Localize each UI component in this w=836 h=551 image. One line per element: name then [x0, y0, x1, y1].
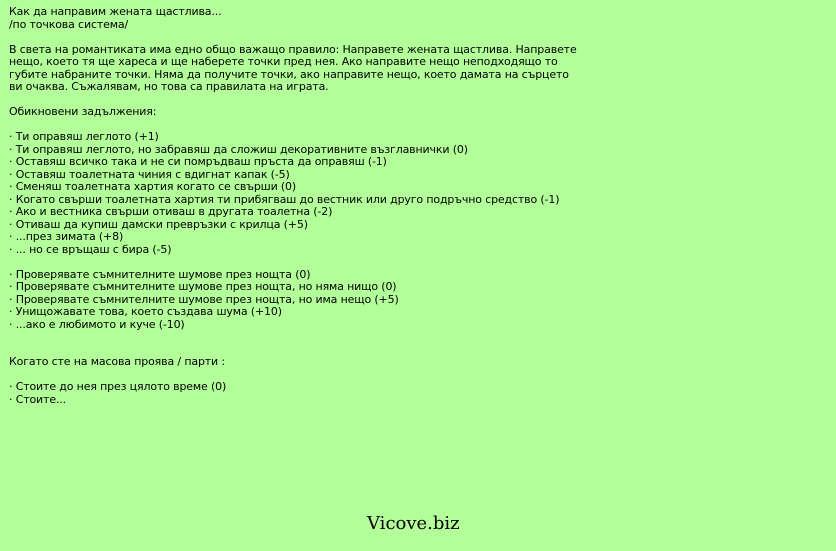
list-item: · Ти оправяш леглото, но забравяш да сложиш декоративните възглавнички (0): [9, 142, 468, 156]
list-item: · Сменяш тоалетната хартия когато се свърши (0): [9, 180, 297, 193]
intro-line: В света на романтиката има едно общо важащо правило: Направете жената щастлива. Направете: [9, 42, 577, 56]
list-item: · Когато свърши тоалетната хартия ти прибягваш до вестник или друго подръчно средство (-1): [9, 192, 560, 206]
intro-line: ви очаква. Съжалявам, но това са правилата на играта.: [9, 80, 329, 93]
spacer: [9, 331, 609, 344]
list-item: · Отиваш да купиш дамски превръзки с крилца (+5): [9, 217, 308, 231]
list-item: · ...ако е любимото и куче (-10): [9, 317, 185, 331]
intro-line: нещо, което тя ще хареса и ще наберете точки пред нея. Ако направите нещо неподходящо то: [9, 55, 558, 68]
list-item: · Стоите до нея през цялото време (0): [9, 380, 227, 393]
list-item: · Оставяш всичко така и не си помръдваш пръста да оправяш (-1): [9, 155, 387, 168]
list-item: · Проверявате съмнителните шумове през нощта, но има нещо (+5): [9, 292, 399, 306]
spacer: [9, 31, 609, 44]
list-item: · ... но се връщаш с бира (-5): [9, 242, 172, 256]
list-item: · Ако и вестника свърши отиваш в другата тоалетна (-2): [9, 205, 333, 218]
spacer: [9, 256, 609, 269]
list-item: · Унищожавате това, което създава шума (+10): [9, 305, 282, 318]
list-item: · Ти оправяш леглото (+1): [9, 130, 159, 143]
list-item: · ...през зимата (+8): [9, 230, 124, 243]
list-item: · Стоите...: [9, 392, 66, 406]
article-text: [9, 6, 609, 406]
title-line: Как да направим жената щастлива...: [9, 5, 222, 18]
intro-line: губите набраните точки. Няма да получите точки, ако направите нещо, което дамата на сърцето: [9, 67, 569, 81]
site-watermark: Vicove.biz: [367, 513, 460, 534]
subtitle-line: /по точкова система/: [9, 17, 129, 31]
list-item: · Проверявате съмнителните шумове през нощта (0): [9, 267, 311, 281]
section-heading-party: Когато сте на масова проява / парти :: [9, 355, 225, 368]
section-heading-daily-duties: Обикновени задължения:: [9, 105, 157, 118]
list-item: · Оставяш тоалетната чиния с вдигнат капак (-5): [9, 167, 290, 181]
list-item: · Проверявате съмнителните шумове през нощта, но няма нищо (0): [9, 280, 397, 293]
